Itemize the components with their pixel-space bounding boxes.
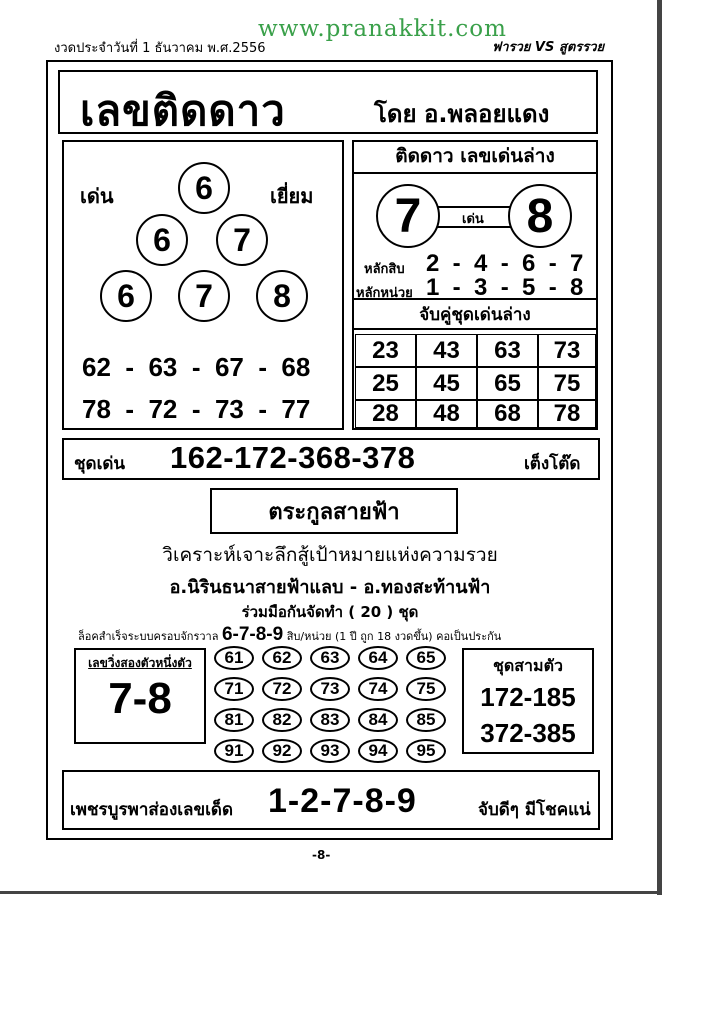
grid-number: 71	[214, 677, 254, 701]
title-author: อ.พลอยแดง	[424, 100, 550, 128]
publication-title: ฟารวย VS สูตรรวย	[492, 40, 605, 55]
tens-label: หลักสิบ	[364, 262, 405, 277]
label-excellent: เยี่ยม	[270, 184, 314, 208]
grid-number: 91	[214, 739, 254, 763]
grid-number: 62	[262, 646, 302, 670]
grid-number: 83	[310, 708, 350, 732]
label-prominent: เด่น	[80, 184, 114, 208]
three-digit-value-2: 372-385	[480, 718, 576, 748]
title-by: โดย	[374, 100, 417, 128]
prominent-set-label: ชุดเด่น	[74, 454, 126, 474]
grid-number: 64	[358, 646, 398, 670]
pair-line-1: 62 - 63 - 67 - 68	[82, 352, 311, 382]
grid-number: 61	[214, 646, 254, 670]
grid-number: 63	[310, 646, 350, 670]
star-digit-top: 6	[178, 162, 230, 214]
grid-number: 73	[310, 677, 350, 701]
pair-cell: 68	[477, 400, 538, 428]
grid-number: 65	[406, 646, 446, 670]
pairs-heading: จับคู่ชุดเด่นล่าง	[352, 298, 598, 330]
grid-number: 72	[262, 677, 302, 701]
grid-number: 94	[358, 739, 398, 763]
prominent-set-value: 162-172-368-378	[170, 440, 416, 475]
lock-digits: 6-7-8-9	[221, 624, 284, 645]
page-number: -8-	[312, 848, 331, 862]
grid-number: 95	[406, 739, 446, 763]
pair-cell: 28	[355, 400, 416, 428]
lock-suffix: สิบ/หน่วย (1 ปี ถูก 18 งวดขึ้น) คอเป็นประกัน	[283, 630, 502, 643]
grid-number: 92	[262, 739, 302, 763]
page-title: เลขติดดาว	[80, 86, 286, 135]
grid-number: 74	[358, 677, 398, 701]
page-edge-bottom	[0, 891, 662, 894]
running-pair-label: เลขวิ่งสองตัวหนึ่งตัว	[88, 656, 192, 670]
units-digits: 1 - 3 - 5 - 8	[426, 274, 584, 301]
grid-number: 84	[358, 708, 398, 732]
grid-number: 81	[214, 708, 254, 732]
page-edge-right	[657, 0, 662, 895]
units-label: หลักหน่วย	[356, 286, 413, 301]
star-digit-mid-left: 6	[136, 214, 188, 266]
three-digit-value-1: 172-185	[480, 682, 576, 712]
star-digit-bottom-1: 6	[100, 270, 152, 322]
family-title: ตระกูลสายฟ้า	[268, 499, 400, 525]
pair-cell: 48	[416, 400, 477, 428]
big-digit-right: 8	[508, 184, 572, 248]
grid-number: 93	[310, 739, 350, 763]
star-digit-bottom-3: 8	[256, 270, 308, 322]
issue-date: งวดประจำวันที่ 1 ธันวาคม พ.ศ.2556	[54, 41, 266, 56]
pair-line-2: 78 - 72 - 73 - 77	[82, 394, 311, 424]
pair-cell: 45	[416, 367, 477, 400]
pair-cell: 63	[477, 334, 538, 367]
family-tagline: วิเคราะห์เจาะลึกสู้เป้าหมายแห่งความรวย	[162, 544, 498, 566]
footer-label: เพชรบูรพาส่องเลขเด็ด	[70, 800, 233, 820]
lock-line	[78, 624, 598, 646]
grid-number: 82	[262, 708, 302, 732]
family-authors: อ.นิรินธนาสายฟ้าแลบ - อ.ทองสะท้านฟ้า	[169, 577, 491, 598]
pair-cell: 78	[538, 400, 596, 428]
tens-digits: 2 - 4 - 6 - 7	[426, 250, 584, 277]
grid-number: 75	[406, 677, 446, 701]
family-collab: ร่วมมือกันจัดทำ ( 20 ) ชุด	[241, 603, 419, 621]
pair-cell: 75	[538, 367, 596, 400]
star-digit-mid-right: 7	[216, 214, 268, 266]
prominent-set-suffix: เต็งโต๊ด	[524, 454, 581, 474]
pair-cell: 65	[477, 367, 538, 400]
big-digit-left: 7	[376, 184, 440, 248]
pair-cell: 25	[355, 367, 416, 400]
star-digit-bottom-2: 7	[178, 270, 230, 322]
pair-cell: 73	[538, 334, 596, 367]
pair-cell: 23	[355, 334, 416, 367]
footer-value: 1-2-7-8-9	[268, 782, 417, 820]
three-digit-label: ชุดสามตัว	[493, 656, 563, 675]
big-digit-label: เด่น	[462, 212, 484, 227]
footer-suffix: จับดีๆ มีโชคแน่	[478, 800, 591, 820]
website-watermark: www.pranakkit.com	[258, 16, 507, 42]
grid-number: 85	[406, 708, 446, 732]
pair-cell: 43	[416, 334, 477, 367]
running-pair-value: 7-8	[108, 674, 172, 723]
lower-numbers-heading: ติดดาว เลขเด่นล่าง	[352, 140, 598, 174]
lock-prefix: ล็อคสำเร็จระบบครอบจักรวาล	[78, 630, 222, 643]
